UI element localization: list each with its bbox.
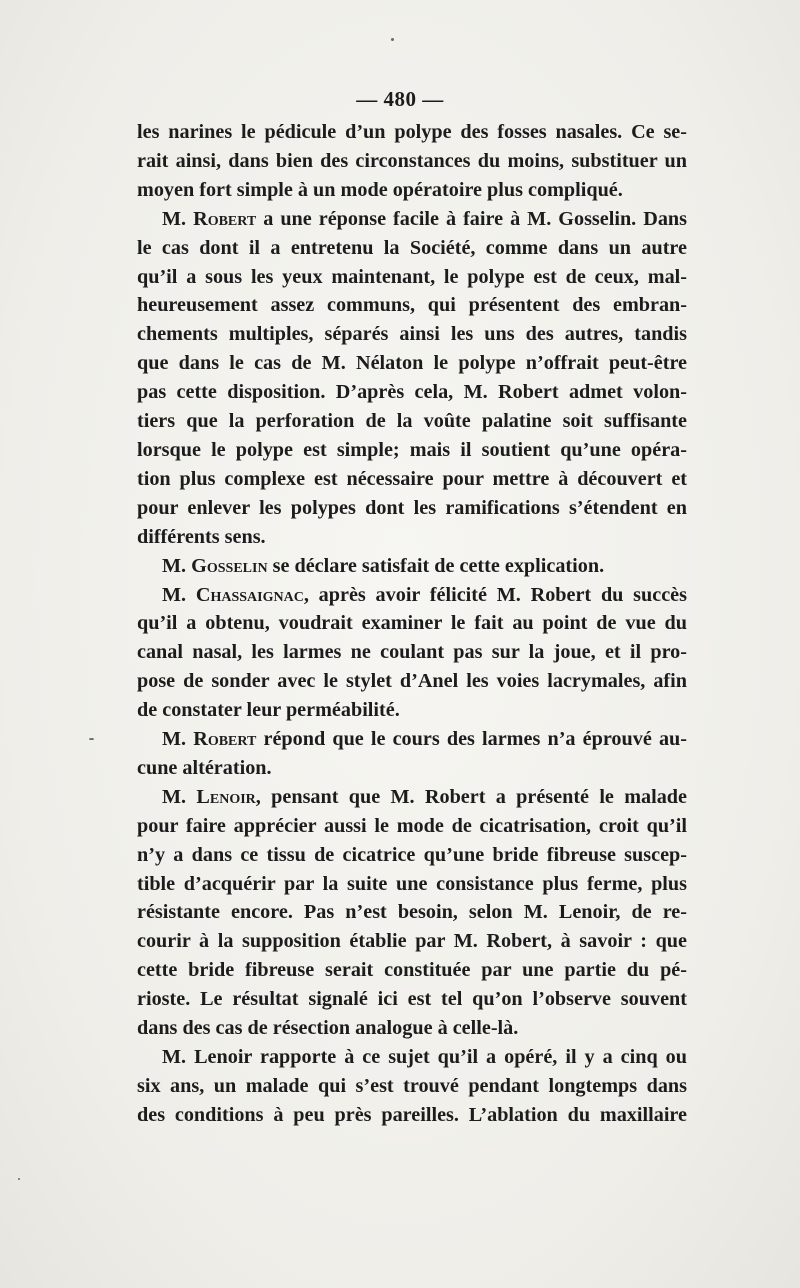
text-line: courir à la supposition établie par M. Robert, à savoir : que [137,930,687,953]
body-text [137,118,687,1130]
text-line: pas cette disposition. D’après cela, M. Robert admet volon- [137,381,687,404]
text-line: M. Lenoir rapporte à ce sujet qu’il a opéré, il y a cinq ou [162,1046,687,1068]
text-line: tiers que la perforation de la voûte palatine soit suffisante [137,410,687,433]
speaker-name: Gosselin [191,554,268,577]
text-line: M. Robert répond que le cours des larmes n’a éprouvé au- [162,728,687,751]
text-line: tion plus complexe est nécessaire pour mettre à découvert et [137,467,687,490]
text-line: qu’il a sous les yeux maintenant, le polype est de ceux, mal- [137,265,687,288]
text-line: qu’il a obtenu, voudrait examiner le fait au point de vue du [137,612,687,635]
text-line: cune altération. [137,756,272,779]
text-line: pour enlever les polypes dont les ramifications s’étendent en [137,496,687,519]
text-line: lorsque le polype est simple; mais il soutient qu’une opéra- [137,438,687,461]
print-speck [391,38,394,41]
text-line: chements multiples, séparés ainsi les uns des autres, tandis [137,323,687,346]
speaker-name: Lenoir [196,785,256,808]
text-line: M. Gosselin se déclare satisfait de cette explication. [162,554,605,577]
text-line: cette bride fibreuse serait constituée par une partie du pé- [137,959,687,982]
speaker-name: Robert [193,728,257,751]
text-line: n’y a dans ce tissu de cicatrice qu’une bride fibreuse suscep- [137,843,687,866]
text-line: pour faire apprécier aussi le mode de cicatrisation, croit qu’il [137,814,687,837]
text-line: M. Lenoir, pensant que M. Robert a présenté le malade [162,785,687,808]
text-line: différents sens. [137,525,266,548]
text-line: rioste. Le résultat signalé ici est tel qu’on l’observe souvent [137,988,687,1011]
text-line: heureusement assez communs, qui présentent des embran- [137,294,687,317]
speaker-name: Chassaignac [195,583,304,606]
text-line: résistante encore. Pas n’est besoin, selon M. Lenoir, de re- [137,901,687,924]
print-speck [89,738,94,740]
print-speck [18,1178,20,1180]
text-line: canal nasal, les larmes ne coulant pas sur la joue, et il pro- [137,641,687,664]
text-line: tible d’acquérir par la suite une consistance plus ferme, plus [137,872,687,895]
text-line: M. Robert a une réponse facile à faire à M. Gosselin. Dans [162,207,687,230]
text-line: moyen fort simple à un mode opératoire plus compliqué. [137,178,623,201]
text-line: rait ainsi, dans bien des circonstances du moins, substituer un [137,149,687,172]
text-line: de constater leur perméabilité. [137,699,400,722]
text-line: dans des cas de résection analogue à celle-là. [137,1017,519,1040]
text-line: que dans le cas de M. Nélaton le polype n’offrait peut-être [137,352,687,375]
text-line: les narines le pédicule d’un polype des fosses nasales. Ce se- [137,121,687,143]
text-line: M. Chassaignac, après avoir félicité M. Robert du succès [162,583,687,606]
text-line: le cas dont il a entretenu la Société, comme dans un autre [137,236,687,259]
page-number: — 480 — [356,87,444,111]
speaker-name: Robert [193,207,257,230]
text-line: pose de sonder avec le stylet d’Anel les voies lacrymales, afin [137,670,687,693]
text-line: des conditions à peu près pareilles. L’ablation du maxillaire [137,1103,687,1126]
text-line: six ans, un malade qui s’est trouvé pendant longtemps dans [137,1074,687,1097]
